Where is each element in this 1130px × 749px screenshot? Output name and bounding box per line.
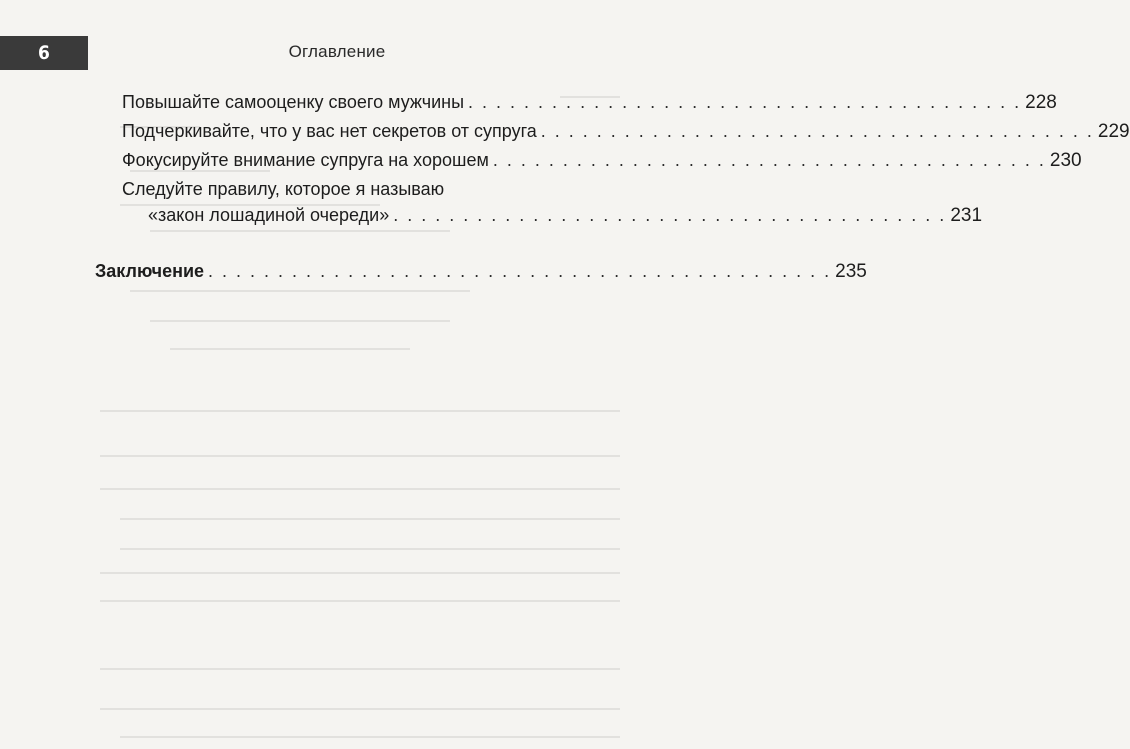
toc-entry-page: 230: [1049, 150, 1082, 171]
toc-entry-page: 229: [1097, 121, 1130, 142]
toc-entry-title: Подчеркивайте, что у вас нет секретов от супруга: [122, 121, 537, 141]
toc-conclusion-title: Заключение: [95, 261, 205, 281]
toc-leader-dots: . . . . . . . . . . . . . . . . . . . . . . . . . . . . . . . . . . . . . . . .: [540, 121, 1094, 141]
toc-entry: [122, 119, 1130, 144]
toc-entry-title: Повышайте самооценку своего мужчины: [122, 92, 465, 112]
toc-conclusion: [95, 259, 867, 284]
toc-entry: [122, 90, 1057, 115]
toc-entry: [148, 203, 983, 228]
toc-leader-dots: . . . . . . . . . . . . . . . . . . . . . . . . . . . . . . . . . . . . . . . .: [492, 150, 1046, 170]
toc-leader-dots: . . . . . . . . . . . . . . . . . . . . . . . . . . . . . . . . . . . . . . . .: [393, 205, 947, 225]
toc-entry-title: Фокусируйте внимание супруга на хорошем: [122, 150, 489, 170]
toc-leader-dots: . . . . . . . . . . . . . . . . . . . . . . . . . . . . . . . . . . . . . . . . . . . . .: [208, 261, 832, 281]
toc-entry-title-line2: «закон лошадиной очереди»: [148, 205, 390, 225]
toc-entry: [122, 148, 1082, 173]
toc-entry-page: 231: [950, 205, 983, 226]
page-number: 6: [0, 36, 88, 70]
running-header: Оглавление: [288, 42, 386, 61]
toc-leader-dots: . . . . . . . . . . . . . . . . . . . . . . . . . . . . . . . . . . . . . . . .: [468, 92, 1022, 112]
toc-entry-page: 228: [1025, 92, 1057, 113]
toc-entry-title-line1: Следуйте правилу, которое я называю: [122, 179, 445, 199]
toc-conclusion-page: 235: [835, 261, 867, 282]
